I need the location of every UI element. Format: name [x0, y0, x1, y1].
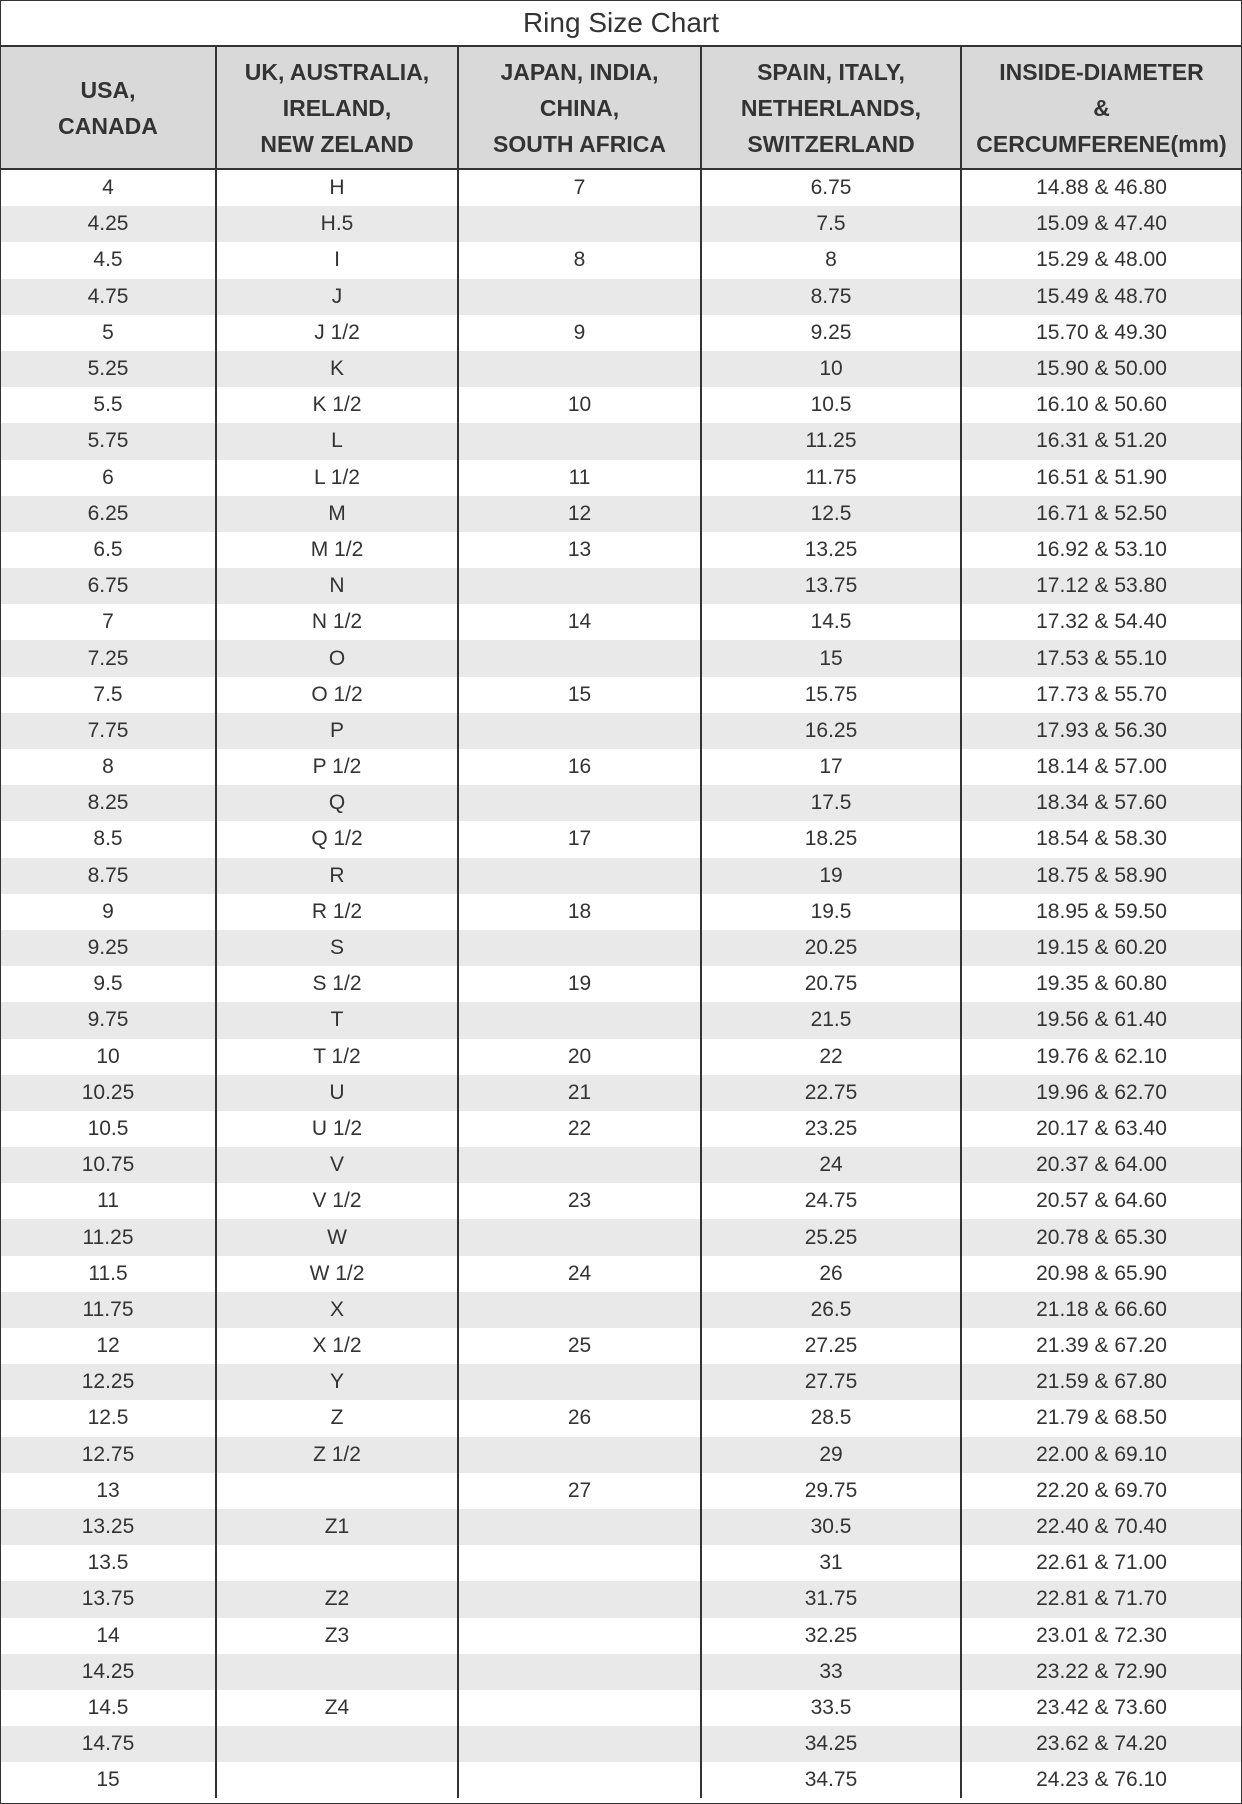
diameter-circumference-cell: 19.76 & 62.10: [1036, 1044, 1167, 1068]
diameter-circumference-cell: 22.61 & 71.00: [1036, 1551, 1167, 1575]
uk-australia-cell: V: [216, 1147, 458, 1183]
table-row: [1, 1618, 1241, 1654]
table-row: [1, 966, 1241, 1002]
spain-italy-cell: 29: [701, 1437, 961, 1473]
uk-australia-cell: M: [216, 496, 458, 532]
spain-italy-cell: 31: [701, 1545, 961, 1581]
usa-canada-cell: 8: [1, 749, 216, 785]
spain-italy-cell: 8: [701, 242, 961, 278]
table-row: [1, 640, 1241, 676]
diameter-circumference-cell: 21.79 & 68.50: [1036, 1406, 1167, 1430]
spain-italy-cell: 34.75: [701, 1762, 961, 1798]
header-line: NETHERLANDS,: [740, 94, 922, 121]
header-line: NEW ZELAND: [260, 130, 414, 157]
uk-australia-cell: J: [216, 279, 458, 315]
japan-india-cell: 19: [458, 966, 701, 1002]
japan-india-cell: [458, 1545, 701, 1581]
spain-italy-cell: 27.25: [701, 1328, 961, 1364]
uk-australia-cell: P 1/2: [216, 749, 458, 785]
diameter-circumference-cell: 17.32 & 54.40: [1036, 610, 1167, 634]
diameter-circumference-cell: 16.51 & 51.90: [1036, 465, 1167, 489]
spain-italy-cell: 20.75: [701, 966, 961, 1002]
table-row: [1, 1292, 1241, 1328]
japan-india-cell: [458, 713, 701, 749]
table-row: [1, 315, 1241, 351]
table-row: [1, 677, 1241, 713]
uk-australia-cell: S 1/2: [216, 966, 458, 1002]
chart-title: Ring Size Chart: [1, 1, 1241, 47]
japan-india-cell: 17: [458, 821, 701, 857]
usa-canada-cell: 9: [1, 894, 216, 930]
japan-india-cell: [458, 1654, 701, 1690]
usa-canada-cell: 7.25: [1, 640, 216, 676]
table-row: [1, 1111, 1241, 1147]
diameter-circumference-cell: 15.09 & 47.40: [961, 206, 1241, 242]
table-row: [1, 351, 1241, 387]
japan-india-cell: 8: [458, 242, 701, 278]
spain-italy-cell: 9.25: [701, 315, 961, 351]
usa-canada-cell: 5.75: [1, 423, 216, 459]
header-line: JAPAN, INDIA,: [500, 58, 659, 85]
diameter-circumference-cell: 16.71 & 52.50: [961, 496, 1241, 532]
usa-canada-cell: 7.5: [1, 677, 216, 713]
uk-australia-cell: T: [216, 1002, 458, 1038]
uk-australia-cell: O: [216, 640, 458, 676]
uk-australia-cell: Z3: [216, 1618, 458, 1654]
diameter-circumference-cell: 20.57 & 64.60: [1036, 1189, 1167, 1213]
usa-canada-cell: 14.5: [1, 1690, 216, 1726]
table-row: [1, 1256, 1241, 1292]
diameter-circumference-cell: 19.35 & 60.80: [1036, 972, 1167, 996]
header-line: CANADA: [58, 112, 158, 139]
table-row: [1, 1690, 1241, 1726]
spain-italy-cell: 26: [701, 1256, 961, 1292]
spain-italy-cell: 20.25: [701, 930, 961, 966]
uk-australia-cell: [216, 1726, 458, 1762]
spain-italy-cell: 11.75: [701, 460, 961, 496]
table-row: [1, 604, 1241, 640]
table-row: [1, 206, 1241, 242]
usa-canada-cell: 8.25: [1, 785, 216, 821]
usa-canada-cell: 14: [1, 1618, 216, 1654]
uk-australia-cell: W 1/2: [216, 1256, 458, 1292]
table-row: [1, 1328, 1241, 1364]
spain-italy-cell: 15: [701, 640, 961, 676]
usa-canada-cell: 6.75: [1, 568, 216, 604]
spain-italy-cell: 32.25: [701, 1618, 961, 1654]
uk-australia-cell: Q: [216, 785, 458, 821]
usa-canada-cell: 5.5: [1, 387, 216, 423]
diameter-circumference-cell: 23.22 & 72.90: [961, 1654, 1241, 1690]
diameter-circumference-cell: 16.10 & 50.60: [1036, 393, 1167, 417]
spain-italy-cell: 15.75: [701, 677, 961, 713]
usa-canada-cell: 9.25: [1, 930, 216, 966]
spain-italy-cell: 13.75: [701, 568, 961, 604]
uk-australia-cell: H: [216, 169, 458, 206]
table-row: [1, 749, 1241, 785]
uk-australia-cell: S: [216, 930, 458, 966]
japan-india-cell: 15: [458, 677, 701, 713]
diameter-circumference-cell: 22.00 & 69.10: [961, 1437, 1241, 1473]
usa-canada-cell: 11.75: [1, 1292, 216, 1328]
spain-italy-cell: 28.5: [701, 1400, 961, 1436]
table-row: [1, 821, 1241, 857]
uk-australia-cell: Z4: [216, 1690, 458, 1726]
usa-canada-cell: 13: [1, 1473, 216, 1509]
spain-italy-cell: 16.25: [701, 713, 961, 749]
diameter-circumference-cell: 18.95 & 59.50: [1036, 899, 1167, 923]
diameter-circumference-cell: 19.56 & 61.40: [961, 1002, 1241, 1038]
table-row: [1, 1762, 1241, 1798]
diameter-circumference-cell: 19.96 & 62.70: [961, 1075, 1241, 1111]
uk-australia-cell: [216, 1654, 458, 1690]
japan-india-cell: [458, 1581, 701, 1617]
japan-india-cell: [458, 930, 701, 966]
table-header: [1, 47, 1241, 169]
uk-australia-cell: U 1/2: [216, 1111, 458, 1147]
table-row: [1, 1075, 1241, 1111]
table-row: [1, 460, 1241, 496]
japan-india-cell: 12: [458, 496, 701, 532]
usa-canada-cell: 14.25: [1, 1654, 216, 1690]
diameter-circumference-cell: 15.70 & 49.30: [1036, 320, 1167, 344]
japan-india-cell: [458, 351, 701, 387]
usa-canada-cell: 11: [1, 1183, 216, 1219]
uk-australia-cell: L 1/2: [216, 460, 458, 496]
usa-canada-cell: 5: [1, 315, 216, 351]
uk-australia-cell: X 1/2: [216, 1328, 458, 1364]
spain-italy-cell: 19: [701, 858, 961, 894]
table-row: [1, 1545, 1241, 1581]
table-row: [1, 1219, 1241, 1255]
table-row: [1, 242, 1241, 278]
header-inside-diameter: [961, 47, 1241, 169]
japan-india-cell: [458, 1002, 701, 1038]
uk-australia-cell: Z2: [216, 1581, 458, 1617]
japan-india-cell: 10: [458, 387, 701, 423]
japan-india-cell: 22: [458, 1111, 701, 1147]
spain-italy-cell: 10: [701, 351, 961, 387]
header-line: CERCUMFERENE(mm): [976, 130, 1227, 157]
diameter-circumference-cell: 17.73 & 55.70: [1036, 682, 1167, 706]
header-line: &: [1093, 94, 1110, 121]
header-row: [1, 47, 1241, 169]
japan-india-cell: [458, 640, 701, 676]
uk-australia-cell: U: [216, 1075, 458, 1111]
uk-australia-cell: Y: [216, 1364, 458, 1400]
usa-canada-cell: 12: [1, 1328, 216, 1364]
japan-india-cell: 23: [458, 1183, 701, 1219]
table-row: [1, 858, 1241, 894]
japan-india-cell: 16: [458, 749, 701, 785]
usa-canada-cell: 4.5: [1, 242, 216, 278]
usa-canada-cell: 7.75: [1, 713, 216, 749]
spain-italy-cell: 18.25: [701, 821, 961, 857]
uk-australia-cell: V 1/2: [216, 1183, 458, 1219]
diameter-circumference-cell: 15.90 & 50.00: [961, 351, 1241, 387]
table-row: [1, 387, 1241, 423]
usa-canada-cell: 10.5: [1, 1111, 216, 1147]
uk-australia-cell: I: [216, 242, 458, 278]
diameter-circumference-cell: 15.49 & 48.70: [961, 279, 1241, 315]
spain-italy-cell: 22: [701, 1039, 961, 1075]
usa-canada-cell: 9.75: [1, 1002, 216, 1038]
japan-india-cell: [458, 1219, 701, 1255]
diameter-circumference-cell: 20.37 & 64.00: [961, 1147, 1241, 1183]
diameter-circumference-cell: 16.31 & 51.20: [961, 423, 1241, 459]
header-line: INSIDE-DIAMETER: [999, 58, 1204, 85]
table-row: [1, 1183, 1241, 1219]
usa-canada-cell: 8.5: [1, 821, 216, 857]
spain-italy-cell: 25.25: [701, 1219, 961, 1255]
table-row: [1, 1654, 1241, 1690]
header-line: CHINA,: [539, 94, 620, 121]
usa-canada-cell: 6.5: [1, 532, 216, 568]
usa-canada-cell: 8.75: [1, 858, 216, 894]
uk-australia-cell: N 1/2: [216, 604, 458, 640]
spain-italy-cell: 13.25: [701, 532, 961, 568]
table-row: [1, 1147, 1241, 1183]
uk-australia-cell: Z1: [216, 1509, 458, 1545]
japan-india-cell: 20: [458, 1039, 701, 1075]
spain-italy-cell: 27.75: [701, 1364, 961, 1400]
table-row: [1, 568, 1241, 604]
usa-canada-cell: 14.75: [1, 1726, 216, 1762]
japan-india-cell: [458, 1364, 701, 1400]
uk-australia-cell: [216, 1473, 458, 1509]
usa-canada-cell: 10.25: [1, 1075, 216, 1111]
spain-italy-cell: 26.5: [701, 1292, 961, 1328]
diameter-circumference-cell: 22.20 & 69.70: [1036, 1478, 1167, 1502]
japan-india-cell: 11: [458, 460, 701, 496]
spain-italy-cell: 30.5: [701, 1509, 961, 1545]
japan-india-cell: 27: [458, 1473, 701, 1509]
uk-australia-cell: N: [216, 568, 458, 604]
diameter-circumference-cell: 22.40 & 70.40: [961, 1509, 1241, 1545]
spain-italy-cell: 33.5: [701, 1690, 961, 1726]
diameter-circumference-cell: 23.62 & 74.20: [961, 1726, 1241, 1762]
spain-italy-cell: 10.5: [701, 387, 961, 423]
table-row: [1, 532, 1241, 568]
japan-india-cell: [458, 1509, 701, 1545]
usa-canada-cell: 9.5: [1, 966, 216, 1002]
japan-india-cell: 14: [458, 604, 701, 640]
usa-canada-cell: 4.75: [1, 279, 216, 315]
table-row: [1, 1473, 1241, 1509]
header-line: SWITZERLAND: [747, 130, 915, 157]
usa-canada-cell: 12.75: [1, 1437, 216, 1473]
uk-australia-cell: Z 1/2: [216, 1437, 458, 1473]
header-usa-canada: [1, 47, 216, 169]
diameter-circumference-cell: 20.98 & 65.90: [1036, 1261, 1167, 1285]
usa-canada-cell: 4.25: [1, 206, 216, 242]
table-row: [1, 1509, 1241, 1545]
japan-india-cell: [458, 1437, 701, 1473]
japan-india-cell: [458, 1292, 701, 1328]
japan-india-cell: 9: [458, 315, 701, 351]
table-row: [1, 496, 1241, 532]
spain-italy-cell: 31.75: [701, 1581, 961, 1617]
spain-italy-cell: 22.75: [701, 1075, 961, 1111]
diameter-circumference-cell: 23.42 & 73.60: [1036, 1695, 1167, 1719]
table-body: [1, 169, 1241, 1798]
diameter-circumference-cell: 18.14 & 57.00: [1036, 755, 1167, 779]
japan-india-cell: [458, 279, 701, 315]
table-row: [1, 1581, 1241, 1617]
japan-india-cell: [458, 1618, 701, 1654]
table-row: [1, 423, 1241, 459]
spain-italy-cell: 19.5: [701, 894, 961, 930]
diameter-circumference-cell: 20.17 & 63.40: [1036, 1116, 1167, 1140]
usa-canada-cell: 10.75: [1, 1147, 216, 1183]
uk-australia-cell: P: [216, 713, 458, 749]
uk-australia-cell: Q 1/2: [216, 821, 458, 857]
table-row: [1, 713, 1241, 749]
spain-italy-cell: 21.5: [701, 1002, 961, 1038]
diameter-circumference-cell: 17.93 & 56.30: [961, 713, 1241, 749]
uk-australia-cell: L: [216, 423, 458, 459]
header-spain-italy: [701, 47, 961, 169]
table-row: [1, 1364, 1241, 1400]
spain-italy-cell: 24: [701, 1147, 961, 1183]
japan-india-cell: 21: [458, 1075, 701, 1111]
japan-india-cell: 18: [458, 894, 701, 930]
spain-italy-cell: 11.25: [701, 423, 961, 459]
spain-italy-cell: 7.5: [701, 206, 961, 242]
japan-india-cell: 7: [458, 169, 701, 206]
header-line: USA,: [80, 76, 136, 103]
japan-india-cell: [458, 206, 701, 242]
uk-australia-cell: W: [216, 1219, 458, 1255]
usa-canada-cell: 4: [1, 169, 216, 206]
usa-canada-cell: 12.25: [1, 1364, 216, 1400]
usa-canada-cell: 12.5: [1, 1400, 216, 1436]
usa-canada-cell: 6: [1, 460, 216, 496]
spain-italy-cell: 8.75: [701, 279, 961, 315]
uk-australia-cell: R 1/2: [216, 894, 458, 930]
table-row: [1, 1039, 1241, 1075]
diameter-circumference-cell: 19.15 & 60.20: [961, 930, 1241, 966]
spain-italy-cell: 17.5: [701, 785, 961, 821]
uk-australia-cell: M 1/2: [216, 532, 458, 568]
japan-india-cell: [458, 785, 701, 821]
spain-italy-cell: 23.25: [701, 1111, 961, 1147]
uk-australia-cell: Z: [216, 1400, 458, 1436]
usa-canada-cell: 6.25: [1, 496, 216, 532]
usa-canada-cell: 13.5: [1, 1545, 216, 1581]
diameter-circumference-cell: 18.34 & 57.60: [961, 785, 1241, 821]
usa-canada-cell: 10: [1, 1039, 216, 1075]
usa-canada-cell: 13.75: [1, 1581, 216, 1617]
table-row: [1, 894, 1241, 930]
japan-india-cell: 24: [458, 1256, 701, 1292]
diameter-circumference-cell: 22.81 & 71.70: [961, 1581, 1241, 1617]
table-row: [1, 1726, 1241, 1762]
japan-india-cell: 26: [458, 1400, 701, 1436]
japan-india-cell: 25: [458, 1328, 701, 1364]
header-line: IRELAND,: [282, 94, 392, 121]
japan-india-cell: 13: [458, 532, 701, 568]
diameter-circumference-cell: 23.01 & 72.30: [1036, 1623, 1167, 1647]
diameter-circumference-cell: 17.53 & 55.10: [961, 640, 1241, 676]
spain-italy-cell: 34.25: [701, 1726, 961, 1762]
japan-india-cell: [458, 1147, 701, 1183]
uk-australia-cell: J 1/2: [216, 315, 458, 351]
spain-italy-cell: 12.5: [701, 496, 961, 532]
uk-australia-cell: K: [216, 351, 458, 387]
usa-canada-cell: 13.25: [1, 1509, 216, 1545]
diameter-circumference-cell: 15.29 & 48.00: [1036, 248, 1167, 272]
uk-australia-cell: H.5: [216, 206, 458, 242]
japan-india-cell: [458, 568, 701, 604]
usa-canada-cell: 5.25: [1, 351, 216, 387]
table-row: [1, 1002, 1241, 1038]
table-row: [1, 1400, 1241, 1436]
usa-canada-cell: 7: [1, 604, 216, 640]
spain-italy-cell: 14.5: [701, 604, 961, 640]
usa-canada-cell: 11.25: [1, 1219, 216, 1255]
spain-italy-cell: 17: [701, 749, 961, 785]
table-row: [1, 1437, 1241, 1473]
diameter-circumference-cell: 21.39 & 67.20: [1036, 1334, 1167, 1358]
header-uk-australia: [216, 47, 458, 169]
table-row: [1, 279, 1241, 315]
spain-italy-cell: 24.75: [701, 1183, 961, 1219]
japan-india-cell: [458, 1762, 701, 1798]
diameter-circumference-cell: 21.59 & 67.80: [961, 1364, 1241, 1400]
header-line: SOUTH AFRICA: [493, 130, 666, 157]
japan-india-cell: [458, 423, 701, 459]
diameter-circumference-cell: 17.12 & 53.80: [961, 568, 1241, 604]
uk-australia-cell: R: [216, 858, 458, 894]
uk-australia-cell: O 1/2: [216, 677, 458, 713]
header-line: UK, AUSTRALIA,: [244, 58, 430, 85]
spain-italy-cell: 29.75: [701, 1473, 961, 1509]
japan-india-cell: [458, 858, 701, 894]
uk-australia-cell: X: [216, 1292, 458, 1328]
table-row: [1, 930, 1241, 966]
diameter-circumference-cell: 18.54 & 58.30: [1036, 827, 1167, 851]
table-row: [1, 785, 1241, 821]
uk-australia-cell: [216, 1762, 458, 1798]
japan-india-cell: [458, 1726, 701, 1762]
table-row: [1, 169, 1241, 206]
size-table: [1, 47, 1241, 1798]
usa-canada-cell: 15: [1, 1762, 216, 1798]
header-japan-india: [458, 47, 701, 169]
diameter-circumference-cell: 20.78 & 65.30: [961, 1219, 1241, 1255]
japan-india-cell: [458, 1690, 701, 1726]
uk-australia-cell: T 1/2: [216, 1039, 458, 1075]
spain-italy-cell: 33: [701, 1654, 961, 1690]
spain-italy-cell: 6.75: [701, 169, 961, 206]
uk-australia-cell: [216, 1545, 458, 1581]
diameter-circumference-cell: 18.75 & 58.90: [961, 858, 1241, 894]
diameter-circumference-cell: 24.23 & 76.10: [1036, 1768, 1167, 1792]
diameter-circumference-cell: 14.88 & 46.80: [1036, 176, 1167, 200]
diameter-circumference-cell: 16.92 & 53.10: [1036, 537, 1167, 561]
header-line: SPAIN, ITALY,: [757, 58, 905, 85]
uk-australia-cell: K 1/2: [216, 387, 458, 423]
usa-canada-cell: 11.5: [1, 1256, 216, 1292]
diameter-circumference-cell: 21.18 & 66.60: [961, 1292, 1241, 1328]
